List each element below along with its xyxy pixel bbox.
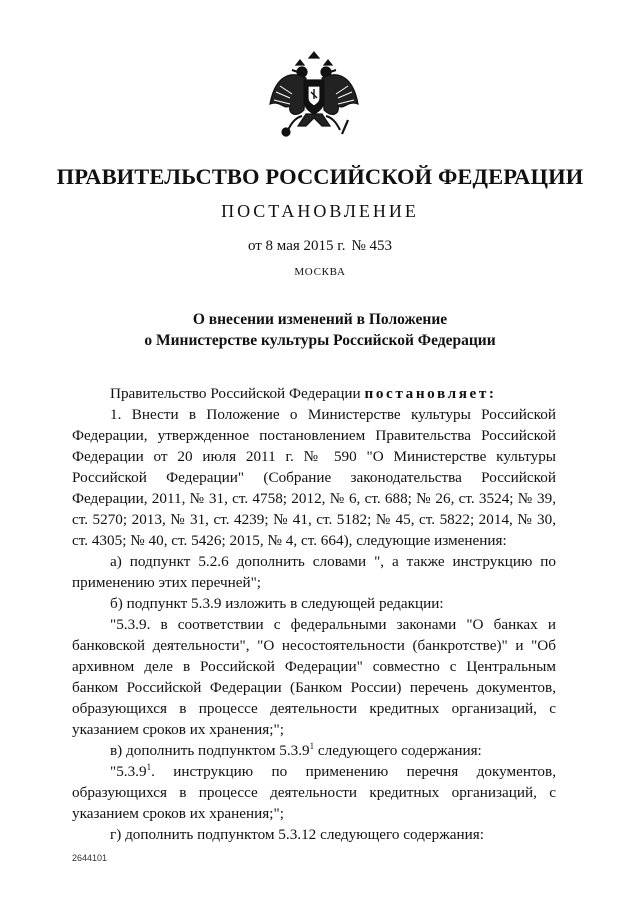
coat-of-arms-icon	[266, 48, 362, 146]
document-number: № 453	[351, 238, 393, 254]
government-title: ПРАВИТЕЛЬСТВО РОССИЙСКОЙ ФЕДЕРАЦИИ	[56, 164, 584, 189]
paragraph-b-text: "5.3.9. в соответствии с федеральными законами "О банках и банковской деятельности", "О несостоятельности (банкротстве)" и "Об архивном деле в Российской Федерации" совместно с Центральным банком Российской Федерации (Банком России) перечень документов, образующихся в процессе деятельности кредитных организаций, с указанием сроков их хранения;";	[72, 616, 556, 738]
intro-paragraph	[72, 383, 556, 404]
superscript: 1	[309, 741, 315, 751]
superscript: 1	[146, 762, 152, 772]
paragraph-v-text-end: . инструкцию по применению перечня документов, образующихся в процессе деятельности кредитных организаций, с указанием сроков их хранения;";	[72, 763, 556, 822]
paragraph-v	[72, 740, 556, 761]
subject-line-2: о Министерстве культуры Российской Федерации	[144, 332, 496, 349]
intro-text: Правительство Российской Федерации	[110, 385, 361, 402]
document-date: от 8 мая 2015 г.	[247, 238, 346, 254]
paragraph-v-start: в) дополнить подпунктом 5.3.9	[110, 742, 310, 759]
document-date-line	[0, 238, 640, 255]
document-city: МОСКВА	[294, 266, 346, 278]
document-type: ПОСТАНОВЛЕНИЕ	[221, 201, 419, 221]
paragraph-a: а) подпункт 5.2.6 дополнить словами ", а также инструкцию по применению этих перечней";	[72, 553, 556, 591]
subject-line-1: О внесении изменений в Положение	[192, 311, 448, 328]
document-subject	[0, 309, 640, 351]
document-code: 2644101	[72, 853, 108, 863]
paragraph-v-text-start: "5.3.9	[110, 763, 147, 780]
document-body	[72, 383, 556, 845]
paragraph-g: г) дополнить подпунктом 5.3.12 следующего содержания:	[110, 826, 484, 843]
decree-word: постановляет:	[364, 385, 497, 402]
paragraph-v-end: следующего содержания:	[314, 742, 482, 759]
paragraph-b: б) подпункт 5.3.9 изложить в следующей редакции:	[110, 595, 444, 612]
paragraph-1: 1. Внести в Положение о Министерстве культуры Российской Федерации, утвержденное постановлением Правительства Российской Федерации от 20 июля 2011 г. № 590 "О Министерстве культуры Российской Федерации" (Собрание законодательства Российской Федерации, 2011, № 31, ст. 4758; 2012, № 6, ст. 688; № 26, ст. 3524; № 39, ст. 5270; 2013, № 31, ст. 4239; № 41, ст. 5182; № 45, ст. 5822; 2014, № 30, ст. 4305; № 40, ст. 5426; 2015, № 4, ст. 664), следующие изменения:	[72, 406, 556, 549]
paragraph-v-text	[72, 761, 556, 824]
